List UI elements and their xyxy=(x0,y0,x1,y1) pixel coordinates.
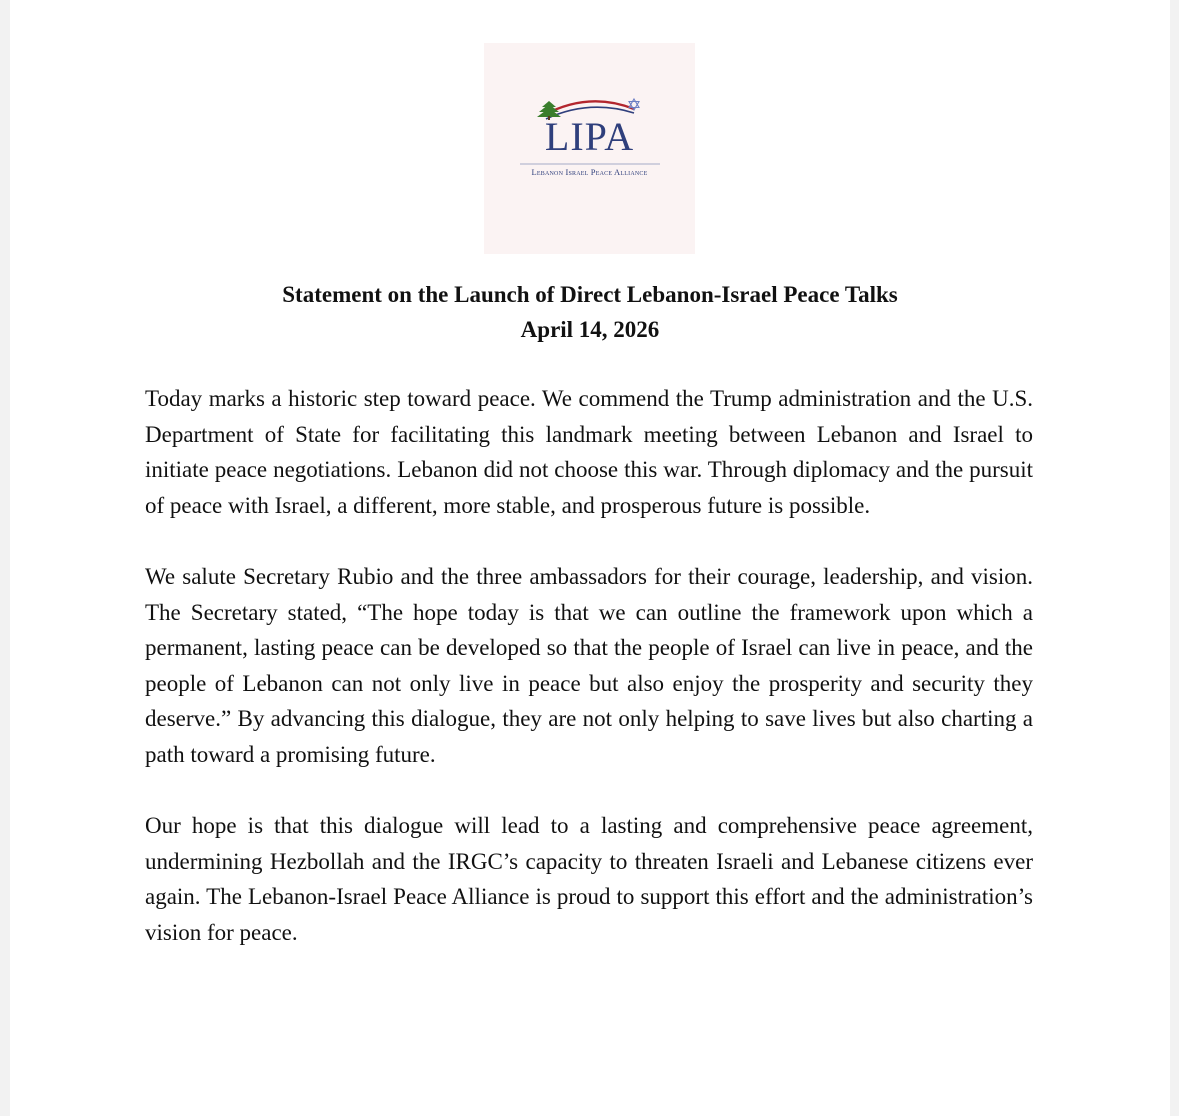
statement-title: Statement on the Launch of Direct Lebanon-Israel Peace Talks xyxy=(282,282,898,307)
statement-body xyxy=(145,381,1033,986)
statement-heading xyxy=(10,277,1170,347)
logo-subtitle: Lebanon Israel Peace Alliance xyxy=(531,167,648,177)
lipa-logo xyxy=(484,43,695,254)
statement-date: April 14, 2026 xyxy=(520,317,660,342)
logo-name: LIPA xyxy=(544,114,635,159)
document-page xyxy=(10,0,1170,1116)
paragraph: Our hope is that this dialogue will lead to a lasting and comprehensive peace agreement, undermining Hezbollah and the IRGC’s capacity to threaten Israeli and Lebanese citizens ever again. The Lebanon-Israel Peace Alliance is proud to support this effort and the administration’s vision for peace. xyxy=(145,813,1033,945)
paragraph: We salute Secretary Rubio and the three ambassadors for their courage, leadership, and vision. The Secretary stated, “The hope today is that we can outline the framework upon which a permanent, lasting peace can be developed so that the people of Israel can live in peace, and the people of Lebanon can not only live in peace but also enjoy the prosperity and security they deserve.” By advancing this dialogue, they are not only helping to save lives but also charting a path toward a promising future. xyxy=(145,564,1033,767)
paragraph: Today marks a historic step toward peace. We commend the Trump administration and the U.S. Department of State for facilitating this landmark meeting between Lebanon and Israel to initiate peace negotiations. Lebanon did not choose this war. Through diplomacy and the pursuit of peace with Israel, a different, more stable, and prosperous future is possible. xyxy=(145,386,1033,518)
